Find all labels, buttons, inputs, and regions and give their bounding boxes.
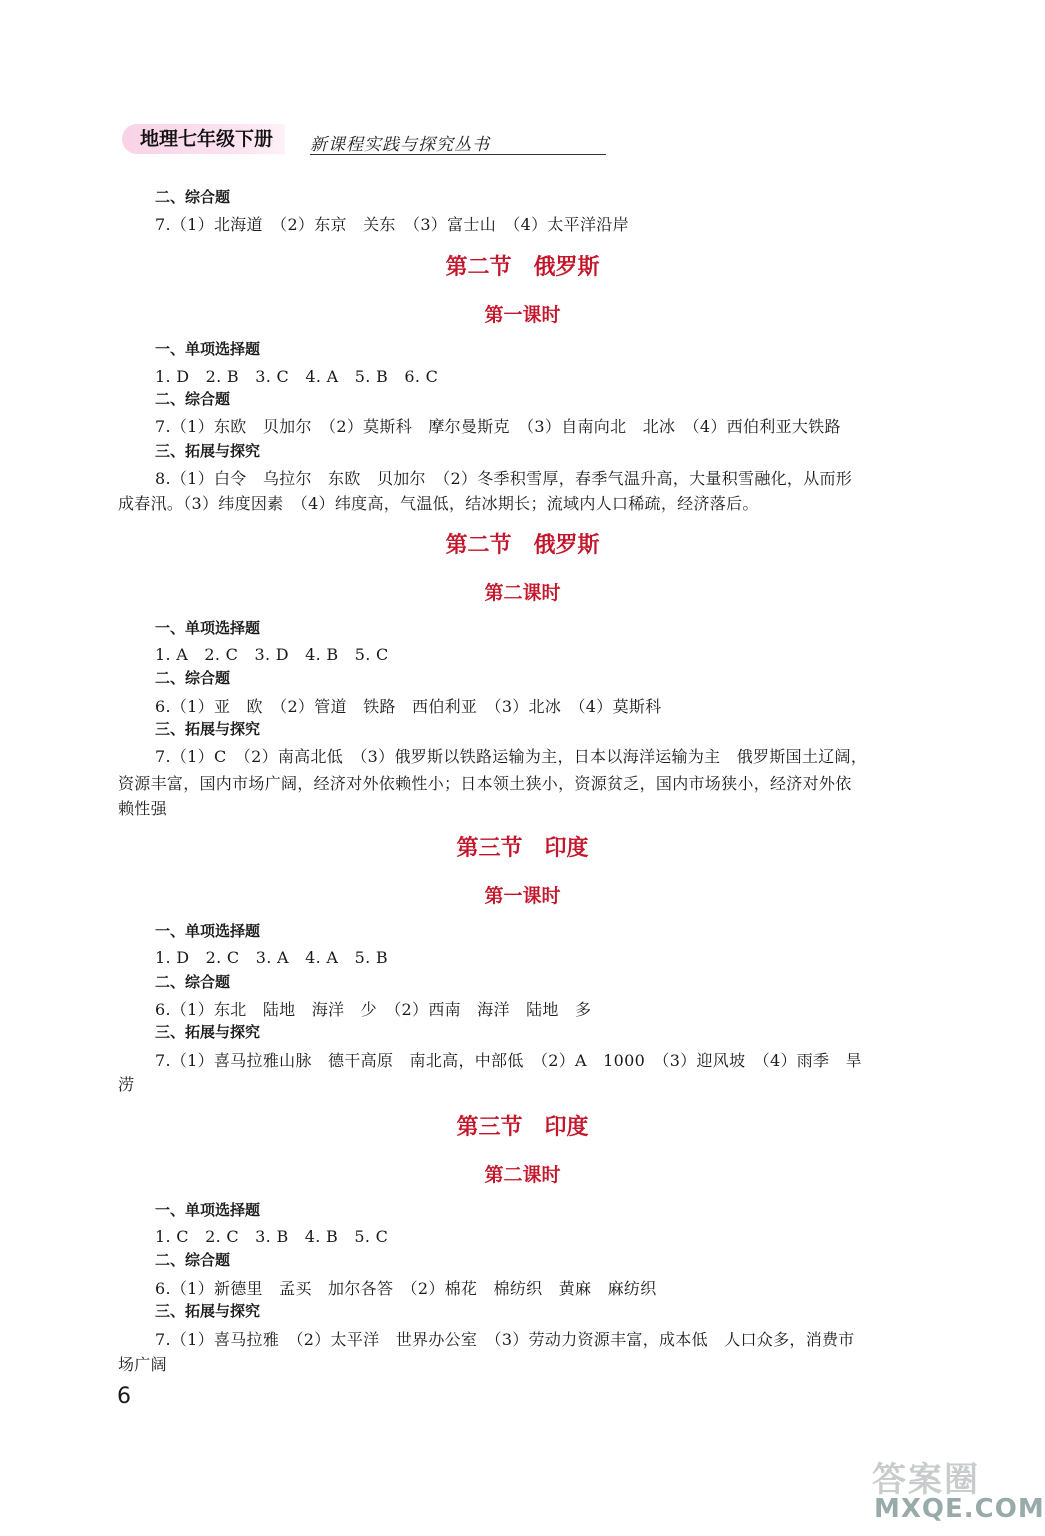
running-header [122, 124, 542, 158]
watermark-url: MXQE.COM [874, 1494, 1045, 1524]
answer-line: 1. A 2. C 3. D 4. B 5. C [155, 645, 389, 664]
question-type-heading: 二、综合题 [155, 188, 231, 206]
lesson-title: 第一课时 [484, 304, 561, 326]
question-type-heading: 二、综合题 [155, 1251, 231, 1269]
question-type-heading: 一、单项选择题 [155, 922, 261, 940]
answer-line: 7.（1）东欧 贝加尔 （2）莫斯科 摩尔曼斯克 （3）自南向北 北冰 （4）西伯利亚大铁路 [155, 417, 841, 436]
answer-line: 涝 [118, 1075, 135, 1094]
section-title: 第三节 印度 [456, 836, 589, 861]
question-type-heading: 三、拓展与探究 [155, 442, 261, 460]
section-title: 第二节 俄罗斯 [445, 533, 600, 558]
question-type-heading: 二、综合题 [155, 390, 231, 408]
answer-line: 成春汛。（3）纬度因素 （4）纬度高，气温低，结冰期长；流域内人口稀疏，经济落后。 [118, 494, 759, 513]
answer-line: 赖性强 [118, 799, 167, 818]
question-type-heading: 三、拓展与探究 [155, 1023, 261, 1041]
answer-line: 7.（1）喜马拉雅山脉 德干高原 南北高，中部低 （2）A 1000 （3）迎风坡 （4）雨季 旱 [155, 1051, 862, 1070]
answer-line: 7.（1）喜马拉雅 （2）太平洋 世界办公室 （3）劳动力资源丰富，成本低 人口众多，消费市 [155, 1330, 855, 1349]
answer-line: 1. D 2. C 3. A 4. A 5. B [155, 948, 388, 967]
question-type-heading: 一、单项选择题 [155, 1201, 261, 1219]
answer-line: 场广阔 [118, 1355, 167, 1374]
lesson-title: 第二课时 [484, 582, 561, 604]
question-type-heading: 一、单项选择题 [155, 619, 261, 637]
question-type-heading: 二、综合题 [155, 973, 231, 991]
answer-line: 资源丰富，国内市场广阔，经济对外依赖性小；日本领土狭小，资源贫乏，国内市场狭小，经济对外依 [118, 774, 852, 793]
series-title: 新课程实践与探究丛书 [310, 135, 490, 155]
question-type-heading: 三、拓展与探究 [155, 720, 261, 738]
answer-line: 7.（1）北海道 （2）东京 关东 （3）富士山 （4）太平洋沿岸 [155, 215, 629, 234]
question-type-heading: 二、综合题 [155, 669, 231, 687]
answer-line: 7.（1）C （2）南高北低 （3）俄罗斯以铁路运输为主，日本以海洋运输为主 俄罗斯国土辽阔， [155, 747, 868, 766]
answer-line: 8.（1）白令 乌拉尔 东欧 贝加尔 （2）冬季积雪厚，春季气温升高，大量积雪融化，从而形 [155, 469, 853, 488]
section-title: 第二节 俄罗斯 [445, 255, 600, 280]
lesson-title: 第一课时 [484, 885, 561, 907]
lesson-title: 第二课时 [484, 1164, 561, 1186]
watermark-logo-text: 答案圈 [872, 1460, 980, 1500]
answer-line: 6.（1）新德里 孟买 加尔各答 （2）棉花 棉纺织 黄麻 麻纺织 [155, 1279, 657, 1298]
answer-line: 6.（1）亚 欧 （2）管道 铁路 西伯利亚 （3）北冰 （4）莫斯科 [155, 697, 662, 716]
book-title-badge: 地理七年级下册 [122, 124, 285, 154]
question-type-heading: 一、单项选择题 [155, 340, 261, 358]
section-title: 第三节 印度 [456, 1115, 589, 1140]
page-number: 6 [117, 1384, 131, 1409]
answer-line: 1. C 2. C 3. B 4. B 5. C [155, 1227, 389, 1246]
answer-line: 6.（1）东北 陆地 海洋 少 （2）西南 海洋 陆地 多 [155, 1000, 592, 1019]
answer-line: 1. D 2. B 3. C 4. A 5. B 6. C [155, 367, 439, 386]
question-type-heading: 三、拓展与探究 [155, 1302, 261, 1320]
header-rule [310, 154, 606, 155]
